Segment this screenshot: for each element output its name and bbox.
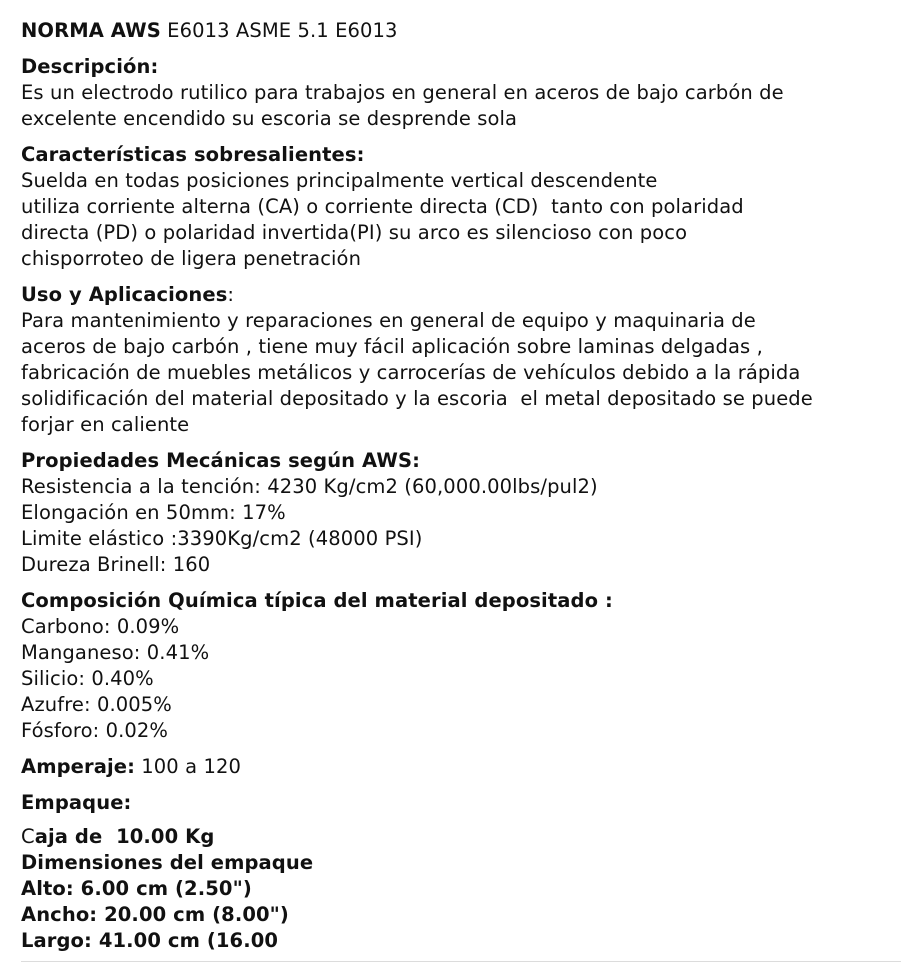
descripcion-line: excelente encendido su escoria se desprende sola [21,107,518,130]
propiedades-heading: Propiedades Mecánicas según AWS: [21,449,421,472]
product-spec-document [21,18,901,954]
uso-heading: Uso y Aplicaciones [21,283,228,306]
empaque-line: Dimensiones del empaque [21,851,314,874]
amperaje-line [21,754,901,780]
norma-label: NORMA AWS [21,19,161,42]
uso-line: aceros de bajo carbón , tiene muy fácil aplicación sobre laminas delgadas , [21,335,763,358]
uso-line: forjar en caliente [21,413,190,436]
propiedades-line: Dureza Brinell: 160 [21,553,211,576]
caracteristicas-line: chisporroteo de ligera penetración [21,247,362,270]
spacer [21,272,901,282]
norma-line [21,18,901,44]
spacer [21,578,901,588]
uso-line: solidificación del material depositado y la escoria el metal depositado se puede [21,387,813,410]
descripcion-heading: Descripción: [21,55,159,78]
composicion-line: Manganeso: 0.41% [21,641,210,664]
amperaje-value: 100 a 120 [134,755,241,778]
empaque-caja-rest: aja de 10.00 Kg [34,825,215,848]
divider [21,961,901,962]
propiedades-line: Elongación en 50mm: 17% [21,501,286,524]
spacer [21,44,901,54]
spacer [21,438,901,448]
propiedades-line: Limite elástico :3390Kg/cm2 (48000 PSI) [21,527,423,550]
uso-line: Para mantenimiento y reparaciones en general de equipo y maquinaria de [21,309,756,332]
descripcion-line: Es un electrodo rutilico para trabajos en general en aceros de bajo carbón de [21,81,784,104]
composicion-line: Silicio: 0.40% [21,667,154,690]
empaque-caja-line [21,824,901,850]
composicion-heading: Composición Química típica del material depositado : [21,589,613,612]
caracteristicas-heading: Características sobresalientes: [21,143,365,166]
uso-line: fabricación de muebles metálicos y carrocerías de vehículos debido a la rápida [21,361,801,384]
spacer [21,816,901,824]
propiedades-line: Resistencia a la tención: 4230 Kg/cm2 (60,000.00lbs/pul2) [21,475,598,498]
caracteristicas-line: directa (PD) o polaridad invertida(PI) su arco es silencioso con poco [21,221,688,244]
empaque-line: Alto: 6.00 cm (2.50") [21,877,252,900]
spacer [21,744,901,754]
amperaje-label: Amperaje: [21,755,135,778]
caracteristicas-line: Suelda en todas posiciones principalmente vertical descendente [21,169,658,192]
empaque-heading: Empaque: [21,791,132,814]
composicion-line: Carbono: 0.09% [21,615,180,638]
empaque-caja-prefix: C [21,825,35,848]
spacer [21,132,901,142]
composicion-line: Azufre: 0.005% [21,693,172,716]
empaque-line: Largo: 41.00 cm (16.00 [21,929,279,952]
caracteristicas-line: utiliza corriente alterna (CA) o corriente directa (CD) tanto con polaridad [21,195,744,218]
spacer [21,780,901,790]
composicion-line: Fósforo: 0.02% [21,719,169,742]
norma-value: E6013 ASME 5.1 E6013 [160,19,398,42]
uso-colon: : [227,283,235,306]
empaque-line: Ancho: 20.00 cm (8.00") [21,903,289,926]
uso-heading-line [21,282,901,308]
